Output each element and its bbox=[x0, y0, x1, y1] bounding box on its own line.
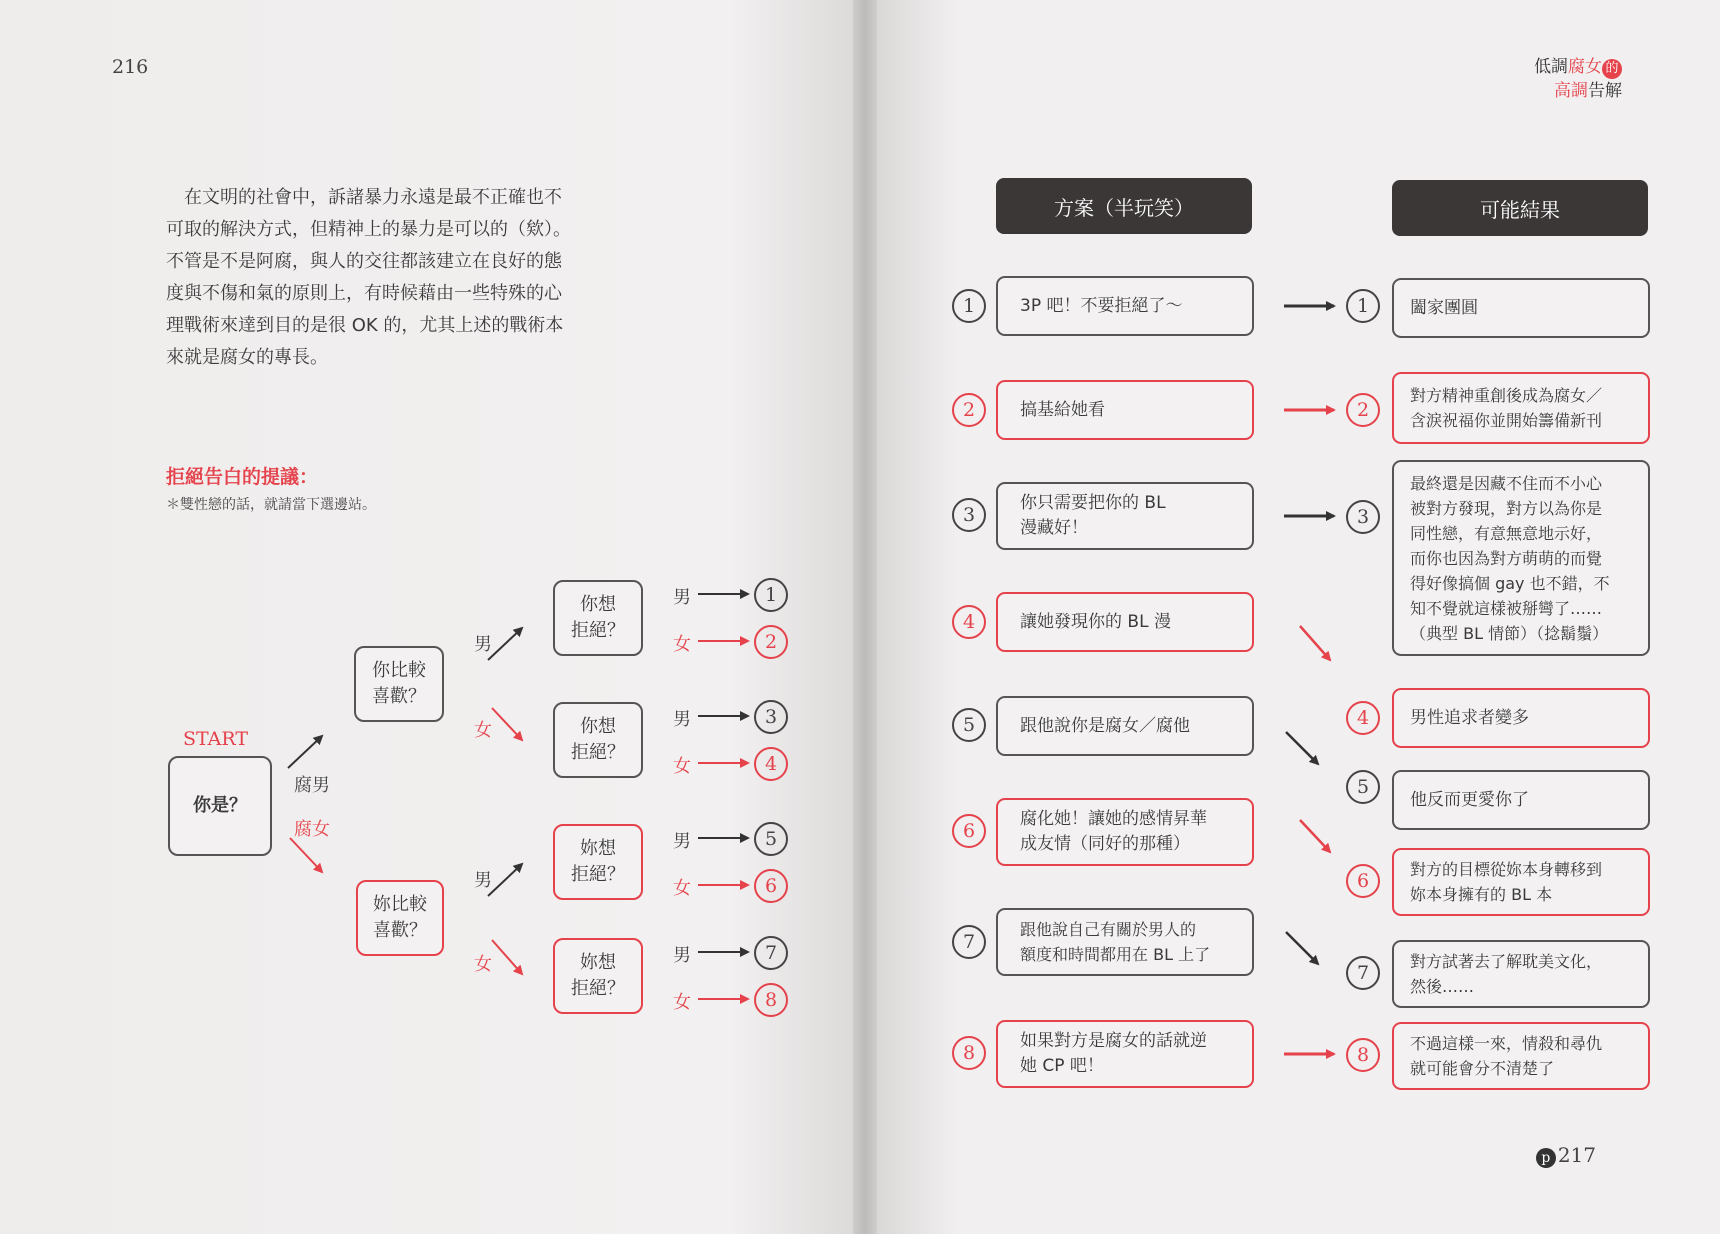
paragraph-line: 度與不傷和氣的原則上，有時候藉由一些特殊的心 bbox=[166, 283, 562, 304]
result-box-1: 闔家團圓 bbox=[1392, 278, 1650, 338]
result-box-7: 對方試著去了解耽美文化， 然後…… bbox=[1392, 940, 1650, 1008]
outcome-number-8: 8 bbox=[754, 983, 788, 1017]
arrow-plan-7 bbox=[1286, 932, 1318, 964]
reject-box-3: 妳想 拒絕？ bbox=[553, 824, 643, 900]
arrow-girl-female bbox=[492, 940, 522, 974]
outcome-female-label: 女 bbox=[673, 878, 691, 899]
paragraph-line: 理戰術來達到目的是很 OK 的，尤其上述的戰術本 bbox=[166, 315, 564, 336]
result-number-3: 3 bbox=[1346, 500, 1380, 534]
column-header-plan: 方案（半玩笑） bbox=[996, 178, 1252, 234]
boy-label: 腐男 bbox=[294, 775, 330, 796]
arrow-boy-male bbox=[488, 628, 522, 660]
plan-number-1: 1 bbox=[952, 289, 986, 323]
result-number-6: 6 bbox=[1346, 864, 1380, 898]
start-label: START bbox=[183, 728, 249, 750]
outcome-number-2: 2 bbox=[754, 625, 788, 659]
plan-box-5: 跟他說你是腐女／腐他 bbox=[996, 696, 1254, 756]
header-text: 低調 bbox=[1534, 57, 1568, 77]
column-header-result: 可能結果 bbox=[1392, 180, 1648, 236]
result-number-4: 4 bbox=[1346, 701, 1380, 735]
result-box-6: 對方的目標從妳本身轉移到 妳本身擁有的 BL 本 bbox=[1392, 848, 1650, 916]
result-box-8: 不過這樣一來，情殺和尋仇 就可能會分不清楚了 bbox=[1392, 1022, 1650, 1090]
arrow-boy-female bbox=[492, 708, 522, 740]
reject-box-1: 你想 拒絕？ bbox=[553, 580, 643, 656]
paragraph-line: 在文明的社會中，訴諸暴力永遠是最不正確也不 bbox=[184, 187, 562, 208]
reject-box-4: 妳想 拒絕？ bbox=[553, 938, 643, 1014]
plan-number-7: 7 bbox=[952, 925, 986, 959]
plan-box-3: 你只需要把你的 BL 漫藏好！ bbox=[996, 482, 1254, 550]
page-number-left: 216 bbox=[112, 56, 149, 78]
paragraph-line: 可取的解決方式，但精神上的暴力是可以的（欸）。 bbox=[166, 219, 571, 240]
outcome-number-7: 7 bbox=[754, 936, 788, 970]
outcome-number-1: 1 bbox=[754, 578, 788, 612]
header-text-red: 高調 bbox=[1554, 81, 1588, 101]
arrow-start-boy bbox=[288, 736, 322, 768]
plan-number-5: 5 bbox=[952, 708, 986, 742]
reject-box-2: 你想 拒絕？ bbox=[553, 702, 643, 778]
plan-box-8: 如果對方是腐女的話就逆 她 CP 吧！ bbox=[996, 1020, 1254, 1088]
result-box-2: 對方精神重創後成為腐女／ 含淚祝福你並開始籌備新刊 bbox=[1392, 372, 1650, 444]
result-box-4: 男性追求者變多 bbox=[1392, 688, 1650, 748]
bisexual-note: ＊雙性戀的話，就請當下選邊站。 bbox=[166, 497, 376, 513]
result-number-7: 7 bbox=[1346, 956, 1380, 990]
arrow-girl-male bbox=[488, 864, 522, 896]
result-box-5: 他反而更愛你了 bbox=[1392, 770, 1650, 830]
paragraph-line: 來就是腐女的專長。 bbox=[166, 347, 328, 368]
outcome-number-4: 4 bbox=[754, 747, 788, 781]
result-number-5: 5 bbox=[1346, 770, 1380, 804]
branch-female-1: 女 bbox=[474, 720, 492, 741]
plan-box-1: 3P 吧！不要拒絕了～ bbox=[996, 276, 1254, 336]
outcome-number-3: 3 bbox=[754, 700, 788, 734]
outcome-female-label: 女 bbox=[673, 634, 691, 655]
plan-number-3: 3 bbox=[952, 498, 986, 532]
outcome-female-label: 女 bbox=[673, 992, 691, 1013]
arrow-plan-5 bbox=[1286, 732, 1318, 764]
outcome-male-label: 男 bbox=[673, 945, 691, 966]
branch-female-2: 女 bbox=[474, 954, 492, 975]
question-box-boy: 你比較 喜歡？ bbox=[354, 646, 444, 722]
outcome-number-6: 6 bbox=[754, 869, 788, 903]
branch-male-1: 男 bbox=[474, 634, 492, 655]
plan-box-2: 搞基給她看 bbox=[996, 380, 1254, 440]
page-number-text: 217 bbox=[1557, 1143, 1596, 1167]
arrow-plan-4 bbox=[1300, 626, 1330, 660]
plan-box-6: 腐化她！讓她的感情昇華 成友情（同好的那種） bbox=[996, 798, 1254, 866]
plan-number-4: 4 bbox=[952, 605, 986, 639]
header-text: 告解 bbox=[1588, 81, 1622, 101]
question-box-girl: 妳比較 喜歡？ bbox=[356, 880, 444, 956]
arrow-plan-6 bbox=[1300, 820, 1330, 852]
branch-male-2: 男 bbox=[474, 870, 492, 891]
result-number-8: 8 bbox=[1346, 1038, 1380, 1072]
plan-box-4: 讓她發現你的 BL 漫 bbox=[996, 592, 1254, 652]
paragraph-line: 不管是不是阿腐，與人的交往都該建立在良好的態 bbox=[166, 251, 562, 272]
header-text-red: 腐女 bbox=[1568, 57, 1602, 77]
outcome-male-label: 男 bbox=[673, 587, 691, 608]
plan-box-7: 跟他說自己有關於男人的 額度和時間都用在 BL 上了 bbox=[996, 908, 1254, 976]
result-box-3: 最終還是因藏不住而不小心 被對方發現，對方以為你是 同性戀，有意無意地示好， 而你也因為對方萌萌的而覺 得好像搞個 gay 也不錯，不 知不覺就這樣被掰彎了…… （典型 BL 情節）（捻鬍鬚） bbox=[1392, 460, 1650, 656]
plan-number-8: 8 bbox=[952, 1036, 986, 1070]
plan-number-2: 2 bbox=[952, 393, 986, 427]
you-are-box: 你是？ bbox=[168, 756, 272, 856]
header-circle-char: 的 bbox=[1602, 59, 1622, 79]
girl-label: 腐女 bbox=[294, 819, 330, 840]
outcome-number-5: 5 bbox=[754, 822, 788, 856]
page-mark-icon: p bbox=[1536, 1148, 1556, 1168]
outcome-male-label: 男 bbox=[673, 831, 691, 852]
plan-number-6: 6 bbox=[952, 814, 986, 848]
section-title: 拒絕告白的提議： bbox=[166, 466, 319, 488]
result-number-2: 2 bbox=[1346, 393, 1380, 427]
result-number-1: 1 bbox=[1346, 289, 1380, 323]
outcome-male-label: 男 bbox=[673, 709, 691, 730]
arrow-start-girl bbox=[290, 838, 322, 872]
outcome-female-label: 女 bbox=[673, 756, 691, 777]
